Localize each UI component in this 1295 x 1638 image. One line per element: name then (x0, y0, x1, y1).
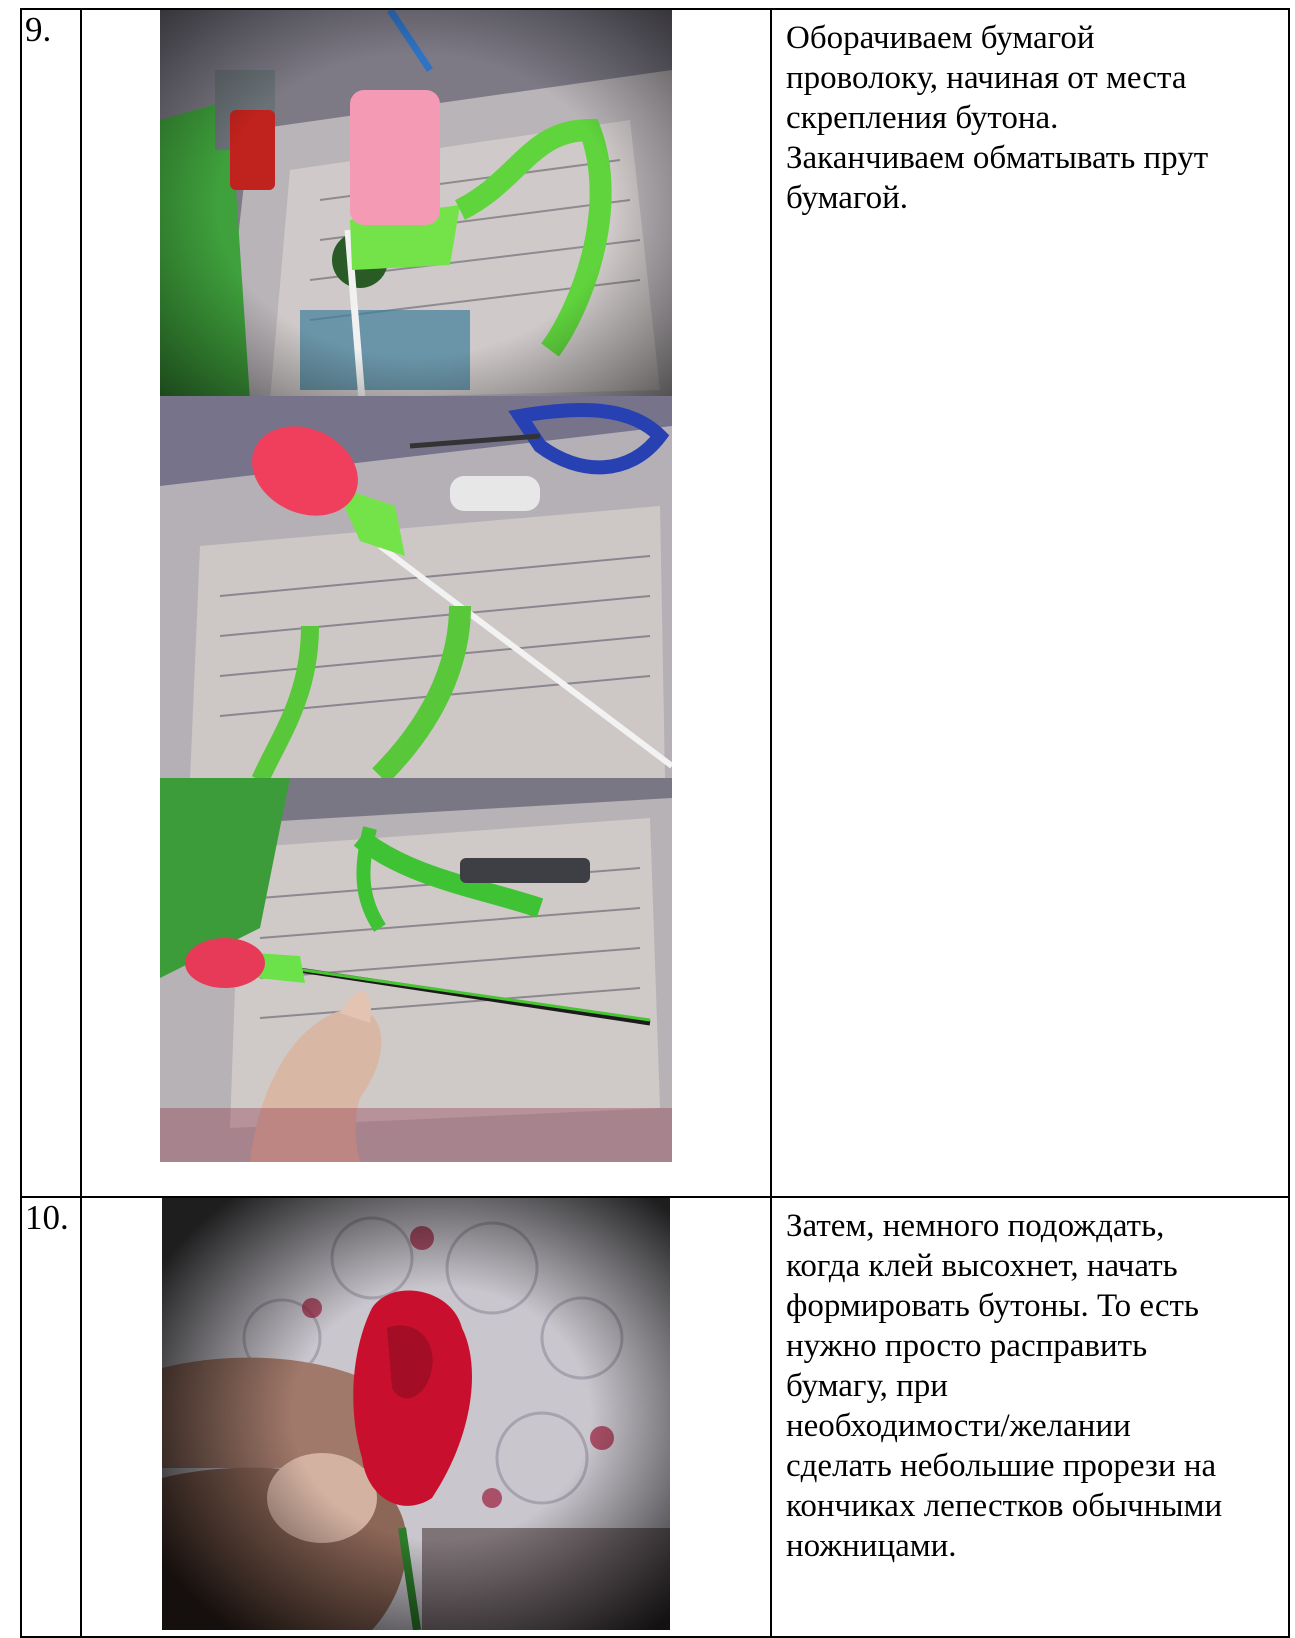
description-line: проволоку, начиная от места (786, 60, 1187, 96)
instructions-table (20, 8, 1290, 1638)
description-line: сделать небольшие прорези на (786, 1448, 1217, 1484)
description-line: формировать бутоны. То есть (786, 1288, 1199, 1324)
description-line: Затем, немного подождать, (786, 1208, 1165, 1244)
description-line: Заканчиваем обматывать прут (786, 140, 1209, 176)
step-number-cell (21, 1197, 81, 1637)
step-number-cell (21, 9, 81, 1197)
description-line: кончиках лепестков обычными (786, 1488, 1223, 1524)
step-photo-4 (162, 1198, 670, 1630)
step-photo-3 (160, 778, 672, 1162)
description-line: нужно просто расправить (786, 1328, 1148, 1364)
step-photo-1 (160, 10, 672, 400)
description-line: ножницами. (786, 1528, 957, 1564)
description-line: когда клей высохнет, начать (786, 1248, 1178, 1284)
description-line: необходимости/желании (786, 1408, 1131, 1444)
photo-cell (81, 9, 771, 1197)
description-line: скрепления бутона. (786, 100, 1059, 136)
description-line: Оборачиваем бумагой (786, 20, 1095, 56)
step-description-cell (771, 1197, 1289, 1637)
table-row-step-9 (21, 9, 1289, 1197)
step-description-cell (771, 9, 1289, 1197)
step-number: 10. (25, 1198, 69, 1237)
description-line: бумагой. (786, 180, 909, 216)
description-line: бумагу, при (786, 1368, 948, 1404)
photo-cell (81, 1197, 771, 1637)
table-row-step-10 (21, 1197, 1289, 1637)
step-photo-2 (160, 396, 672, 780)
step-number: 9. (25, 10, 52, 49)
